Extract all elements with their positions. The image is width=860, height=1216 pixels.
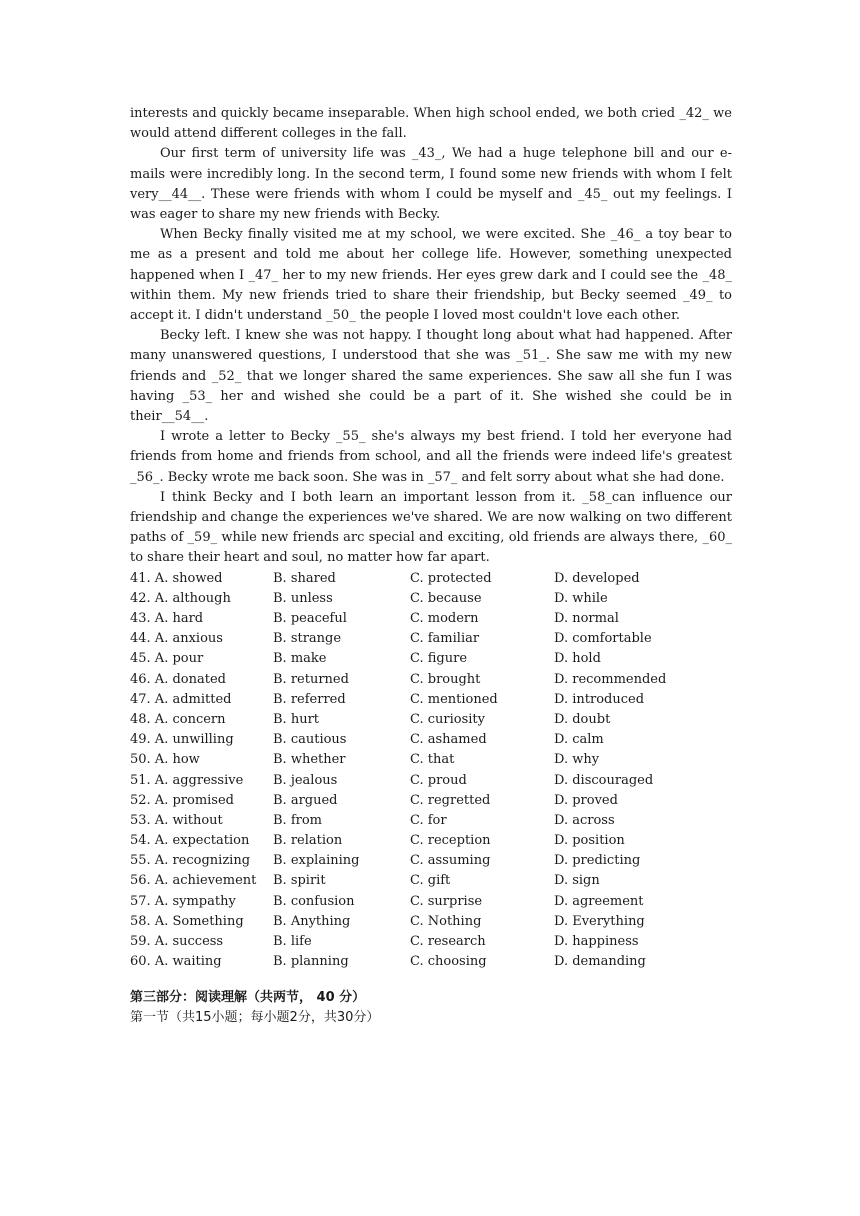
option-b: B. referred — [273, 691, 346, 707]
option-d: D. demanding — [554, 954, 646, 970]
option-d: D. sign — [554, 873, 600, 889]
option-c: C. assuming — [410, 853, 491, 869]
answer-options — [130, 569, 732, 973]
option-d: D. normal — [554, 611, 619, 627]
option-c: C. proud — [410, 772, 467, 788]
option-row — [130, 690, 732, 710]
option-d: D. Everything — [554, 913, 645, 929]
option-a: 44. A. anxious — [130, 631, 223, 647]
option-d: D. discouraged — [554, 772, 654, 788]
option-c: C. ashamed — [410, 732, 487, 748]
option-c: C. for — [410, 812, 447, 828]
option-row — [130, 952, 732, 972]
option-row — [130, 851, 732, 871]
option-c: C. because — [410, 590, 482, 606]
option-c: C. research — [410, 934, 486, 950]
option-d: D. recommended — [554, 671, 667, 687]
option-b: B. returned — [273, 671, 349, 687]
option-c: C. curiosity — [410, 711, 485, 727]
option-a: 55. A. recognizing — [130, 853, 251, 869]
option-row — [130, 791, 732, 811]
option-row — [130, 771, 732, 791]
option-d: D. hold — [554, 651, 601, 667]
paragraph-3: Becky left. I knew she was not happy. I thought long about what had happened. After many unanswered questions, I understood that she was _51_. She saw me with my new friends and _52_ that we longer shared the same experiences. She saw all she fun I was having _53_ her and wished she could be a part of it. She wished she could be in their__54__. — [130, 328, 732, 425]
reading-section-header — [130, 988, 732, 1028]
option-b: B. peaceful — [273, 611, 347, 627]
option-b: B. planning — [273, 954, 349, 970]
option-b: B. strange — [273, 631, 342, 647]
option-row — [130, 609, 732, 629]
option-c: C. mentioned — [410, 691, 498, 707]
option-a: 51. A. aggressive — [130, 772, 244, 788]
option-row — [130, 589, 732, 609]
option-b: B. make — [273, 651, 327, 667]
option-a: 43. A. hard — [130, 611, 204, 627]
option-row — [130, 629, 732, 649]
option-a: 46. A. donated — [130, 671, 226, 687]
passage — [130, 104, 732, 569]
option-row — [130, 892, 732, 912]
option-row — [130, 750, 732, 770]
option-row — [130, 811, 732, 831]
option-c: C. gift — [410, 873, 451, 889]
option-d: D. doubt — [554, 711, 611, 727]
option-b: B. cautious — [273, 732, 347, 748]
option-c: C. reception — [410, 833, 491, 849]
option-c: C. choosing — [410, 954, 487, 970]
option-row — [130, 649, 732, 669]
option-b: B. jealous — [273, 772, 338, 788]
option-a: 53. A. without — [130, 812, 223, 828]
option-a: 45. A. pour — [130, 651, 204, 667]
paragraph-5: I think Becky and I both learn an important lesson from it. _58_can influence our friendship and change the experiences we've shared. We are now walking on two different paths of _59_ while new friends arc special and exciting, old friends are always there, _60_ to share their heart and soul, no matter how far apart. — [130, 489, 732, 566]
option-b: B. argued — [273, 792, 338, 808]
document-page — [130, 104, 732, 1028]
option-c: C. familiar — [410, 631, 480, 647]
option-a: 48. A. concern — [130, 711, 226, 727]
option-d: D. across — [554, 812, 615, 828]
option-c: C. Nothing — [410, 913, 482, 929]
option-a: 59. A. success — [130, 934, 224, 950]
section-title: 第三部分：阅读理解（共两节， 40 分） — [130, 990, 366, 1006]
option-d: D. predicting — [554, 853, 641, 869]
option-a: 50. A. how — [130, 752, 200, 768]
option-b: B. Anything — [273, 913, 351, 929]
option-d: D. position — [554, 833, 625, 849]
section-subtitle: 第一节（共15小题；每小题2分，共30分） — [130, 1010, 380, 1026]
option-c: C. brought — [410, 671, 481, 687]
paragraph-0: interests and quickly became inseparable. When high school ended, we both cried _42_ we would attend different colleges in the fall. — [130, 106, 732, 142]
paragraph-1: Our first term of university life was _43_, We had a huge telephone bill and our e-mails were incredibly long. In the second term, I found some new friends with whom I felt very__44__. These were friends with whom I could be myself and _45_ out my feelings. I was eager to share my new friends with Becky. — [130, 146, 732, 223]
option-b: B. hurt — [273, 711, 320, 727]
option-a: 58. A. Something — [130, 913, 244, 929]
option-a: 41. A. showed — [130, 570, 223, 586]
option-a: 60. A. waiting — [130, 954, 222, 970]
option-b: B. confusion — [273, 893, 355, 909]
option-a: 49. A. unwilling — [130, 732, 234, 748]
option-b: B. life — [273, 934, 312, 950]
option-b: B. from — [273, 812, 322, 828]
option-a: 47. A. admitted — [130, 691, 232, 707]
option-d: D. why — [554, 752, 600, 768]
option-a: 52. A. promised — [130, 792, 234, 808]
option-c: C. protected — [410, 570, 492, 586]
option-d: D. calm — [554, 732, 604, 748]
paragraph-4: I wrote a letter to Becky _55_ she's always my best friend. I told her everyone had friends from home and friends from school, and all the friends were indeed life's greatest _56_. Becky wrote me back soon. She was in _57_ and felt sorry about what she had done. — [130, 429, 732, 485]
option-b: B. unless — [273, 590, 333, 606]
option-b: B. spirit — [273, 873, 326, 889]
option-d: D. happiness — [554, 934, 639, 950]
option-b: B. whether — [273, 752, 346, 768]
option-a: 57. A. sympathy — [130, 893, 236, 909]
option-b: B. explaining — [273, 853, 360, 869]
option-a: 56. A. achievement — [130, 873, 257, 889]
option-row — [130, 730, 732, 750]
option-d: D. while — [554, 590, 608, 606]
option-row — [130, 710, 732, 730]
option-c: C. regretted — [410, 792, 491, 808]
option-c: C. figure — [410, 651, 468, 667]
option-row — [130, 831, 732, 851]
option-a: 42. A. although — [130, 590, 231, 606]
option-d: D. proved — [554, 792, 618, 808]
option-row — [130, 912, 732, 932]
option-c: C. that — [410, 752, 455, 768]
option-row — [130, 569, 732, 589]
option-d: D. developed — [554, 570, 640, 586]
option-a: 54. A. expectation — [130, 833, 250, 849]
option-d: D. introduced — [554, 691, 645, 707]
paragraph-2: When Becky finally visited me at my school, we were excited. She _46_ a toy bear to me as a present and told me about her college life. However, something unexpected happened when I _47_ her to my new friends. Her eyes grew dark and I could see the _48_ within them. My new friends tried to share their friendship, but Becky seemed _49_ to accept it. I didn't understand _50_ the people I loved most couldn't love each other. — [130, 227, 732, 324]
option-row — [130, 670, 732, 690]
option-d: D. agreement — [554, 893, 644, 909]
option-row — [130, 871, 732, 891]
option-d: D. comfortable — [554, 631, 652, 647]
option-c: C. modern — [410, 611, 479, 627]
option-row — [130, 932, 732, 952]
option-c: C. surprise — [410, 893, 483, 909]
option-b: B. relation — [273, 833, 343, 849]
option-b: B. shared — [273, 570, 336, 586]
